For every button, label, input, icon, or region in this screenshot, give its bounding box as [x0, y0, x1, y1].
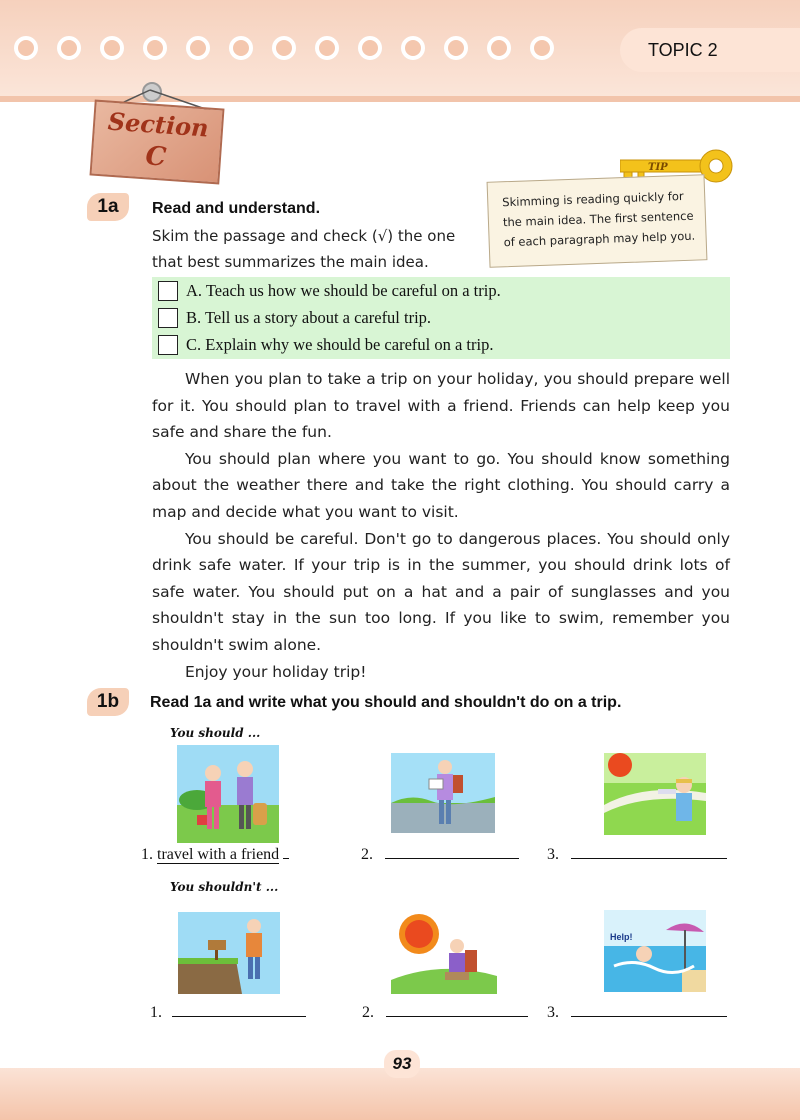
- ring-decoration: [272, 36, 296, 60]
- section-sign-title: Section: [106, 106, 210, 143]
- swimmer-illustration: [604, 910, 706, 992]
- answer-number: 2.: [362, 1004, 374, 1021]
- tip-box: [487, 174, 708, 268]
- picture-swim-alone: [604, 910, 706, 992]
- task-1a-instruction: that best summarizes the main idea.: [152, 253, 429, 271]
- shouldnt-label: You shouldn't ...: [170, 880, 279, 894]
- task-1a-instruction: Skim the passage and check (√) the one: [152, 227, 456, 245]
- ring-decoration: [358, 36, 382, 60]
- picture-carry-map: [391, 753, 495, 833]
- tip-label: TIP: [648, 162, 668, 173]
- answer-number: 1.: [150, 1004, 162, 1021]
- ring-decoration: [401, 36, 425, 60]
- should-answer-3: [547, 844, 727, 864]
- ring-decoration: [186, 36, 210, 60]
- reading-passage: [152, 366, 730, 685]
- checkbox[interactable]: [158, 281, 178, 301]
- page-number: 93: [384, 1050, 420, 1078]
- ring-decoration: [100, 36, 124, 60]
- sun-exposure-illustration: [391, 910, 497, 994]
- checkbox[interactable]: [158, 335, 178, 355]
- task-1b-badge: 1b: [87, 688, 129, 716]
- ring-decoration: [229, 36, 253, 60]
- should-answer-1: [141, 844, 289, 864]
- checkbox[interactable]: [158, 308, 178, 328]
- shouldnt-answer-2: [362, 1002, 528, 1022]
- answer-blank[interactable]: [571, 844, 727, 859]
- ring-decoration: [315, 36, 339, 60]
- help-text: Help!: [610, 932, 633, 942]
- ring-decoration: [14, 36, 38, 60]
- passage-paragraph: You should plan where you want to go. You should know something about the weather there and take the right clothing. You should carry a map and decide what you want to visit.: [152, 449, 730, 521]
- task-1a-badge: 1a: [87, 193, 129, 221]
- passage-paragraph: When you plan to take a trip on your holiday, you should prepare well for it. You should plan to travel with a friend. Friends can help keep you safe and share the fun.: [152, 370, 730, 442]
- answer-number: 3.: [547, 1004, 559, 1021]
- section-sign: [90, 100, 225, 185]
- tip-text: Skimming is reading quickly for the main idea. The first sentence of each paragraph may help you.: [502, 188, 696, 250]
- option-label: C. Explain why we should be careful on a trip.: [186, 335, 494, 354]
- map-reader-illustration: [391, 753, 495, 833]
- ring-decoration: [487, 36, 511, 60]
- should-answer-2: [361, 844, 519, 864]
- travelers-illustration: [177, 745, 279, 843]
- answer-blank[interactable]: [571, 1002, 727, 1017]
- picture-stay-in-sun: [391, 910, 497, 994]
- passage-paragraph: You should be careful. Don't go to dangerous places. You should only drink safe water. If your trip is in the summer, you should drink lots of safe water. You should put on a hat and a pair of sunglasses and you shouldn't stay in the sun too long. If you like to swim, remember you shouldn't swim alone.: [152, 529, 730, 654]
- picture-travel-with-friend: [177, 745, 279, 843]
- passage-paragraph: Enjoy your holiday trip!: [185, 662, 367, 681]
- picture-dangerous-place: [178, 912, 280, 994]
- option-label: A. Teach us how we should be careful on a trip.: [186, 281, 501, 300]
- ring-decoration: [57, 36, 81, 60]
- cliff-illustration: [178, 912, 280, 994]
- shouldnt-answer-3: [547, 1002, 727, 1022]
- answer-number: 3.: [547, 846, 559, 863]
- answer-text[interactable]: travel with a friend: [157, 846, 280, 863]
- ring-decoration: [444, 36, 468, 60]
- ring-decoration: [143, 36, 167, 60]
- topic-label: TOPIC 2: [648, 40, 718, 60]
- answer-blank[interactable]: [385, 844, 519, 859]
- answer-number: 1.: [141, 846, 153, 863]
- answer-number: 2.: [361, 846, 373, 863]
- water-drinker-illustration: [604, 753, 706, 835]
- option-label: B. Tell us a story about a careful trip.: [186, 308, 432, 327]
- ring-decoration: [530, 36, 554, 60]
- section-sign-letter: C: [144, 141, 168, 173]
- picture-drink-water-sunglasses: [604, 753, 706, 835]
- should-label: You should ...: [170, 726, 261, 740]
- task-1b-title: Read 1a and write what you should and shouldn't do on a trip.: [150, 694, 622, 711]
- answer-blank[interactable]: [172, 1002, 306, 1017]
- task-1a-title: Read and understand.: [152, 200, 321, 217]
- answer-blank[interactable]: [386, 1002, 528, 1017]
- answer-line: [283, 844, 289, 859]
- shouldnt-answer-1: [150, 1002, 306, 1022]
